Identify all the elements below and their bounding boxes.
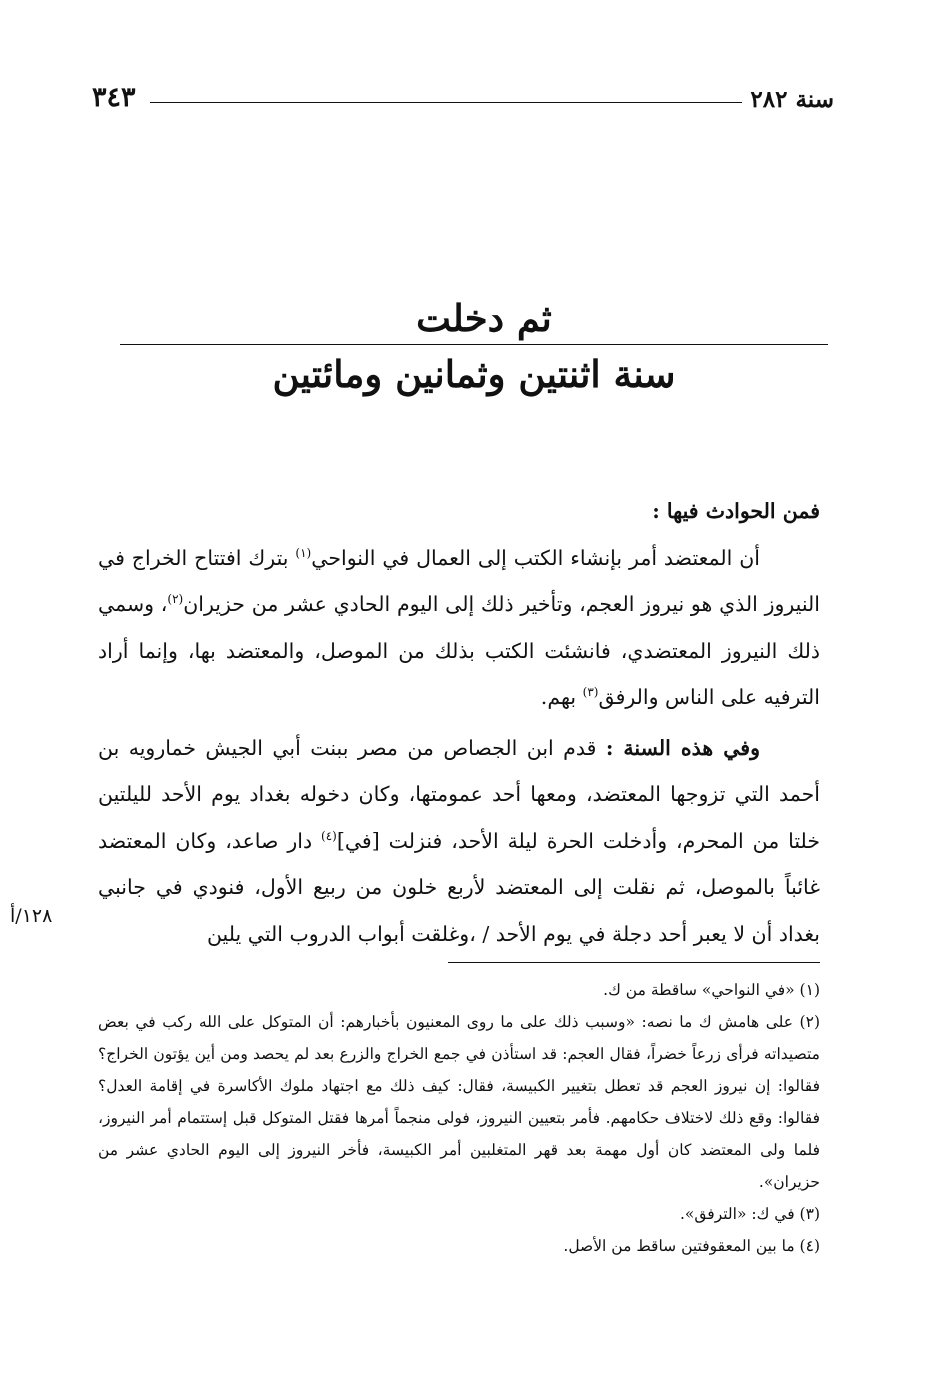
running-header bbox=[92, 82, 834, 122]
footnote-4: (٤) ما بين المعقوفتين ساقط من الأصل. bbox=[563, 1237, 820, 1255]
paragraph-1-text-c: ، وسمي ذلك النيروز المعتضدي، فانشئت الكتب بذلك من الموصل، والمعتضد بها، وإنما أراد الترفيه على الناس والرفق bbox=[98, 592, 820, 709]
chapter-title-line1: ثم دخلت bbox=[416, 296, 552, 340]
paragraph-2-lead: وفي هذه السنة : bbox=[605, 735, 761, 760]
paragraph-2 bbox=[98, 725, 820, 958]
chapter-title bbox=[120, 292, 828, 405]
footnote-ref-3[interactable]: (٣) bbox=[582, 685, 599, 700]
paragraph-1-text-a: أن المعتضد أمر بإنشاء الكتب إلى العمال في النواحي bbox=[311, 545, 760, 570]
footnote-ref-1[interactable]: (١) bbox=[295, 545, 312, 560]
header-rule bbox=[150, 102, 742, 103]
footnote-ref-2[interactable]: (٢) bbox=[167, 592, 184, 607]
footnotes-separator bbox=[448, 962, 820, 963]
paragraph-2-text-a: قدم ابن الجصاص من مصر ببنت أبي الجيش خمارويه بن أحمد التي تزوجها المعتضد، ومعها أحد عمومتها، وكان دخوله بغداد يوم الأحد لليلتين خلتا من المحرم، وأدخلت الحرة ليلة الأحد، فنزلت [في] bbox=[98, 735, 821, 853]
footnote-1: (١) «في النواحي» ساقطة من ك. bbox=[603, 981, 820, 999]
page-number: ٣٤٣ bbox=[92, 82, 136, 113]
main-text bbox=[98, 488, 820, 957]
paragraph-2-text-b: دار صاعد، وكان المعتضد غائباً بالموصل، ثم نقلت إلى المعتضد لأربع خلون من ربيع الأول، فنودي في جانبي بغداد أن لا يعبر أحد دجلة في يوم الأحد / ،وغلقت أبواب الدروب التي يلين bbox=[98, 828, 820, 946]
paragraph-1-text-b: بترك افتتاح الخراج في النيروز الذي هو نيروز العجم، وتأخير ذلك إلى اليوم الحادي عشر من حزيران bbox=[98, 545, 820, 616]
paragraph-1-text-d: بهم. bbox=[540, 685, 583, 709]
manuscript-folio-ref: ١٢٨/أ bbox=[10, 905, 53, 927]
footnote-2: (٢) على هامش ك ما نصه: «وسبب ذلك على ما روى المعنيون بأخبارهم: أن المتوكل على الله ركب في بعض متصيداته فرأى زرعاً خضراً، فقال العجم: قد استأذن في جمع الخراج والزرع بعد لم يحصد ومن أين يؤتون الخراج؟ فقالوا: إن نيروز العجم قد تعطل بتغيير الكبيسة، فقال: كيف ذلك مع اجتهاد ملوك الأكاسرة في إقامة العدل؟ فقالوا: وقع ذلك لاختلاف حكامهم. فأمر بتعيين النيروز، فولى منجماً أمرها فقتل المتوكل قبل إستتمام أمر النيروز، فلما ولى المعتضد كان أول مهمة بعد قهر المتغلبين أمر الكبيسة، فأخر النيروز إلى اليوم الحادي عشر من حزيران». bbox=[98, 1013, 820, 1191]
running-header-title: سنة ٢٨٢ bbox=[750, 86, 834, 113]
footnote-3: (٣) في ك: «الترفق». bbox=[679, 1205, 820, 1223]
footnote-ref-4[interactable]: (٤) bbox=[321, 828, 337, 843]
chapter-title-line2: سنة اثنتين وثمانين ومائتين bbox=[272, 352, 676, 396]
section-heading: فمن الحوادث فيها : bbox=[652, 499, 820, 523]
paragraph-1 bbox=[98, 535, 820, 721]
footnotes bbox=[98, 974, 820, 1262]
